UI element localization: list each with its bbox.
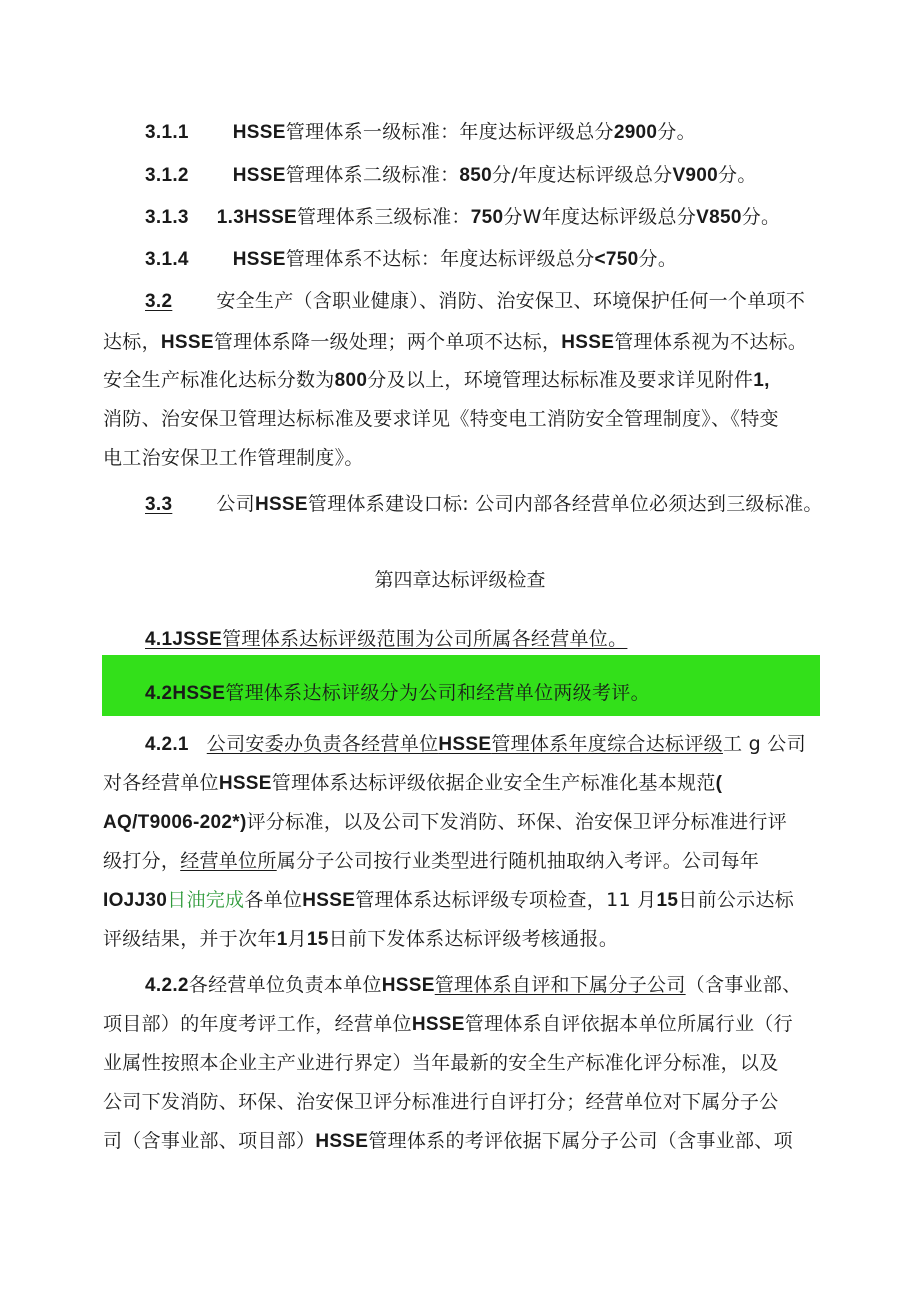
clause-text: 分。 [718, 164, 757, 186]
clause-text: 公司 [216, 493, 255, 515]
clause-3-1-3 [145, 203, 865, 232]
score-value: 800 [334, 370, 368, 391]
clause-text: 评级结果，并于次年 [103, 928, 277, 950]
clause-4-2-2-line-3 [103, 1049, 823, 1077]
clause-4-2-1-line-6 [103, 925, 823, 954]
clause-number: 3.2 [145, 291, 173, 312]
clause-text: 公司安委办负责各经营单位 [206, 733, 439, 755]
paren: ) [239, 812, 247, 833]
clause-number: 4.1JSSE [145, 629, 223, 650]
score-value: 750 [470, 207, 504, 228]
clause-3-2-line-2 [103, 328, 823, 357]
clause-4-2-1-line-1 [145, 730, 865, 759]
hsse-term: HSSE [302, 890, 356, 911]
day-value: 15 [656, 890, 679, 911]
paren: ( [715, 773, 723, 794]
attachment-number: 1, [753, 370, 770, 391]
clause-text: 各经营单位负责本单位 [188, 974, 382, 996]
clause-text: 工 g 公司 [722, 733, 806, 755]
underlined-text [207, 733, 723, 755]
clause-text: 管理体系不达标：年度达标评级总分 [285, 248, 595, 270]
clause-3-1-4 [145, 245, 865, 274]
hsse-term: HSSE [254, 494, 308, 515]
clause-4-2-2-line-2 [103, 1010, 823, 1039]
clause-text: 安全生产（含职业健康）、消防、治安保卫、环境保护任何一个单项不 [216, 290, 806, 312]
clause-text: 管理体系二级标准： [285, 164, 460, 186]
clause-text: 各单位 [244, 889, 303, 911]
underlined-text: 管理体系自评和下属分子公司 [434, 974, 686, 996]
standard-code: AQ/T9006-202* [103, 812, 240, 833]
clause-3-1-2 [145, 161, 865, 190]
clause-3-1-1 [145, 118, 865, 147]
clause-text: 分/年度达标评级总分 [492, 164, 673, 186]
clause-3-2-line-3 [103, 366, 823, 395]
clause-4-2 [145, 679, 865, 708]
score-value: 2900 [613, 122, 658, 143]
date-code: IOJJ30 [103, 890, 168, 911]
hsse-term: 1.3HSSE [216, 207, 298, 228]
score-value: <750 [594, 249, 639, 270]
clause-number: 4.2.2 [145, 975, 189, 996]
clause-text: 管理体系一级标准：年度达标评级总分 [285, 121, 614, 143]
clause-text: 属分子公司按行业类型进行随机抽取纳入考评。公司每年 [276, 850, 760, 872]
clause-text: 分。 [638, 248, 678, 270]
clause-number: 4.2.1 [145, 734, 189, 755]
clause-4-2-2-line-5 [103, 1127, 823, 1156]
clause-text: 分。 [741, 206, 781, 228]
hsse-term: HSSE [438, 734, 492, 755]
clause-text: 司（含事业部、项目部） [103, 1130, 316, 1152]
clause-number: 3.3 [145, 494, 173, 515]
clause-text: 管理体系达标评级分为公司和经营单位两级考评。 [225, 682, 650, 704]
clause-text: 管理体系达标评级专项检查，11 月 [355, 889, 657, 911]
clause-4-2-1-line-3 [103, 808, 823, 837]
score-value: V900 [672, 165, 719, 186]
hsse-term: HSSE [232, 165, 286, 186]
clause-4-2-1-line-5 [103, 886, 823, 915]
clause-text: 级打分， [103, 850, 181, 872]
clause-text: 公司下发消防、环保、治安保卫评分标准进行自评打分；经营单位对下属分子公 [103, 1091, 779, 1113]
hsse-term: HSSE [232, 249, 286, 270]
clause-4-2-2-line-4 [103, 1088, 823, 1116]
clause-text: 管理体系视为不达标。 [614, 331, 808, 353]
hsse-term: HSSE [160, 332, 214, 353]
clause-3-3 [145, 490, 865, 519]
clause-text: 管理体系建设口标: 公司内部各经营单位必须达到三级标准。 [307, 493, 823, 515]
clause-number: 3.1.1 [145, 122, 189, 143]
score-value: V850 [696, 207, 742, 228]
clause-text: 日前下发体系达标评级考核通报。 [328, 928, 619, 950]
clause-text: 业属性按照本企业主产业进行界定）当年最新的安全生产标准化评分标准，以及 [103, 1052, 779, 1074]
clause-number: 3.1.3 [145, 207, 189, 228]
clause-4-2-1-line-4 [103, 847, 823, 875]
clause-3-2-line-1 [145, 287, 865, 316]
hsse-term: HSSE [381, 975, 435, 996]
clause-4-2-2-line-1 [145, 971, 865, 1000]
hsse-term: HSSE [218, 773, 272, 794]
month-value: 1 [276, 929, 288, 950]
day-value: 15 [306, 929, 329, 950]
clause-text: （含事业部、 [685, 974, 802, 996]
clause-text: 分W年度达标评级总分 [503, 206, 697, 228]
clause-text: 分。 [657, 121, 696, 143]
clause-text: 电工治安保卫工作管理制度》。 [103, 447, 364, 469]
clause-4-1 [145, 625, 865, 654]
chapter-heading: 第四章达标评级检查 [374, 569, 546, 591]
hsse-term: HSSE [315, 1131, 369, 1152]
clause-text: 管理体系的考评依据下属分子公司（含事业部、项 [368, 1130, 793, 1152]
clause-text: 管理体系年度综合达标评级 [491, 733, 723, 755]
hsse-term: HSSE [411, 1014, 465, 1035]
clause-text: 管理体系自评依据本单位所属行业（行 [464, 1013, 793, 1035]
clause-text: 分及以上，环境管理达标标准及要求详见附件 [367, 369, 754, 391]
clause-number: 4.2HSSE [145, 683, 226, 704]
clause-text: 管理体系达标评级范围为公司所属各经营单位。 [222, 628, 628, 650]
score-value: 850 [459, 165, 493, 186]
clause-4-2-1-line-2 [103, 769, 823, 798]
clause-text: 评分标准，以及公司下发消防、环保、治安保卫评分标准进行评 [246, 811, 788, 833]
clause-text: 管理体系三级标准： [297, 206, 471, 228]
clause-text: 项目部）的年度考评工作，经营单位 [103, 1013, 412, 1035]
clause-text: 达标， [103, 331, 161, 353]
clause-text: 日前公示达标 [678, 889, 795, 911]
hsse-term: HSSE [561, 332, 615, 353]
clause-text: 月 [287, 928, 307, 950]
clause-3-2-line-5 [103, 444, 823, 472]
green-text: 日油完成 [167, 889, 245, 911]
clause-text: 对各经营单位 [103, 772, 219, 794]
clause-text: 管理体系降一级处理；两个单项不达标， [213, 331, 562, 353]
hsse-term: HSSE [232, 122, 286, 143]
clause-text: 管理体系达标评级依据企业安全生产标准化基本规范 [271, 772, 716, 794]
clause-number: 3.1.2 [145, 165, 189, 186]
clause-number: 3.1.4 [145, 249, 189, 270]
clause-3-2-line-4 [103, 405, 823, 433]
underlined-text: 经营单位所 [180, 850, 277, 872]
clause-text: 安全生产标准化达标分数为 [103, 369, 335, 391]
clause-text: 消防、治安保卫管理达标标准及要求详见《特变电工消防安全管理制度》、《特变 [103, 408, 779, 430]
